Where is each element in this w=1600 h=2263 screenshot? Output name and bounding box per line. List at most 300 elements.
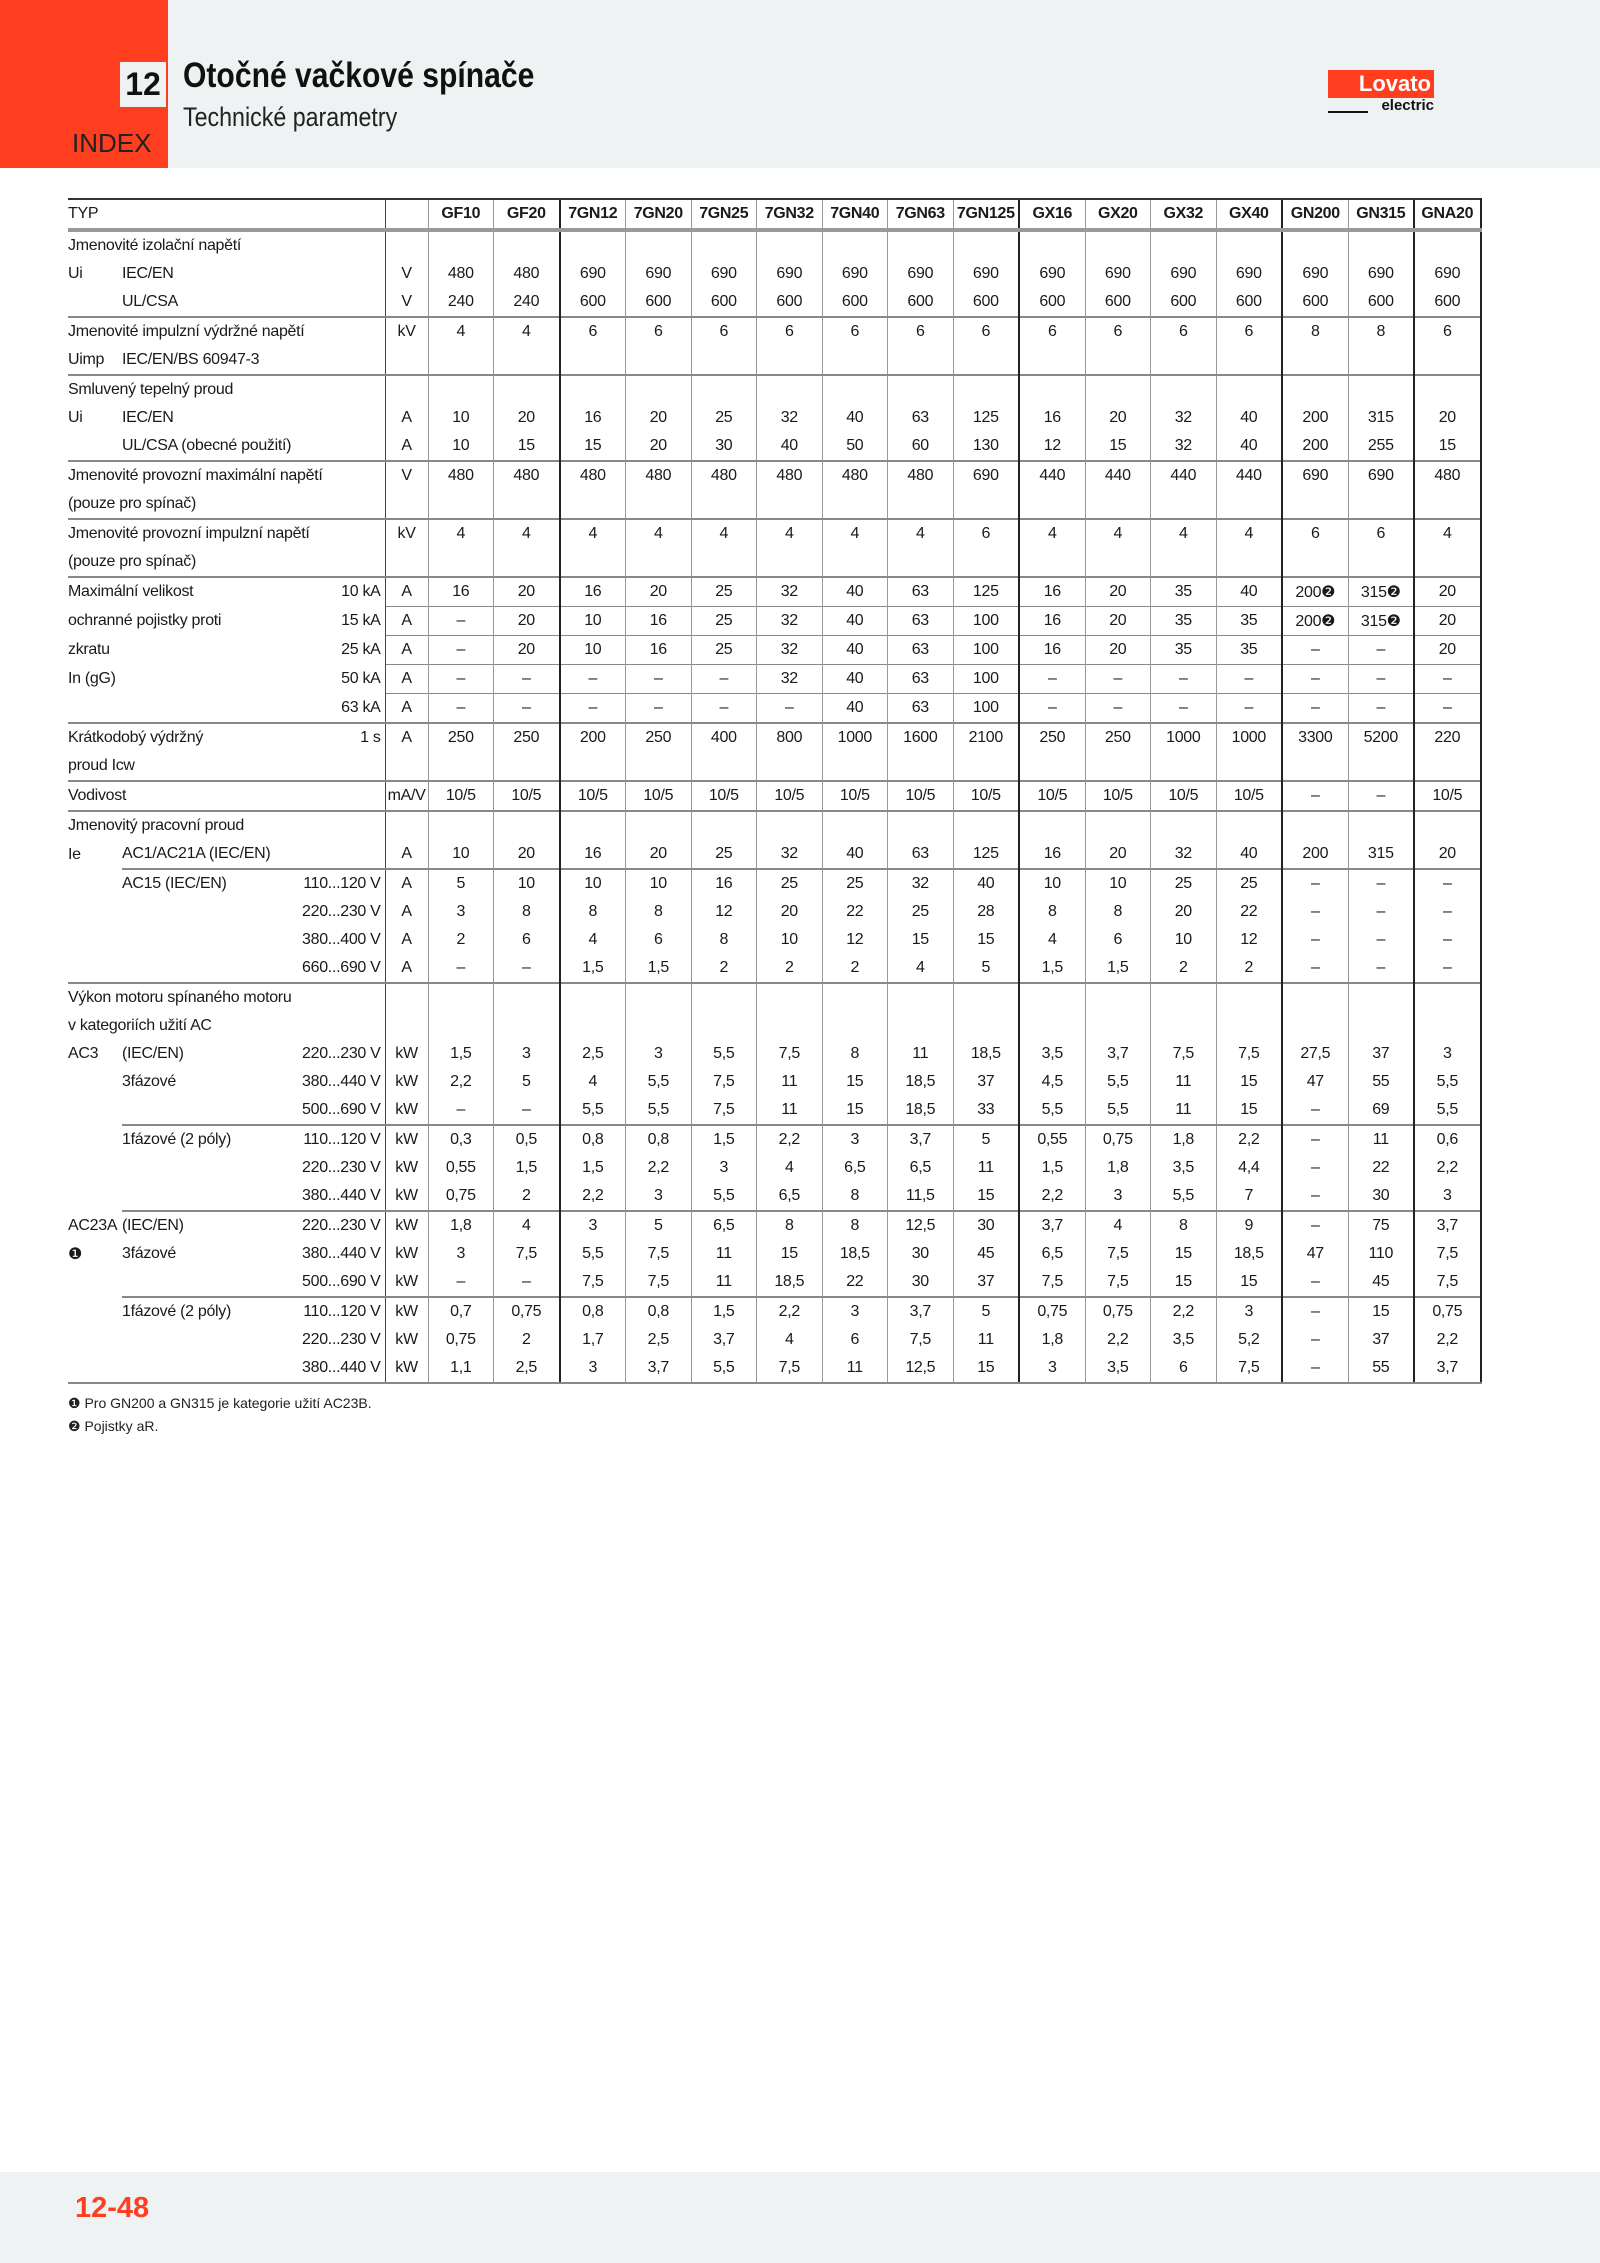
row-value: 20 bbox=[494, 636, 560, 665]
row-value: 10 bbox=[428, 840, 494, 869]
row-value: 315 bbox=[1348, 404, 1414, 432]
row-value: 1000 bbox=[822, 723, 888, 752]
row-value bbox=[757, 375, 823, 404]
row-sublabel: IEC/EN/BS 60947-3 bbox=[122, 351, 260, 368]
row-value: 7,5 bbox=[1151, 1040, 1217, 1068]
row-sublabel: AC15 (IEC/EN) bbox=[122, 869, 302, 898]
row-value: 4 bbox=[494, 1211, 560, 1240]
row-value: – bbox=[1282, 1268, 1348, 1297]
row-unit: kW bbox=[385, 1182, 428, 1211]
row-value: 1,1 bbox=[428, 1354, 494, 1383]
row-value: – bbox=[494, 954, 560, 983]
row-value: 10/5 bbox=[560, 781, 626, 811]
row-sublabel: 3fázové bbox=[122, 1245, 176, 1262]
row-value: 15 bbox=[953, 1182, 1019, 1211]
row-value bbox=[691, 1012, 757, 1040]
row-value: 7,5 bbox=[1216, 1040, 1282, 1068]
row-value: 32 bbox=[888, 869, 954, 898]
row-value: – bbox=[1282, 1125, 1348, 1154]
row-value: 40 bbox=[953, 869, 1019, 898]
column-header-gn200: GN200 bbox=[1282, 199, 1348, 230]
row-value: 7,5 bbox=[560, 1268, 626, 1297]
row-value bbox=[1282, 490, 1348, 519]
row-value: – bbox=[428, 954, 494, 983]
row-unit: A bbox=[385, 432, 428, 461]
row-value: 7 bbox=[1216, 1182, 1282, 1211]
row-value: 3 bbox=[1019, 1354, 1085, 1383]
row-value: 0,8 bbox=[560, 1125, 626, 1154]
row-range: 660...690 V bbox=[302, 959, 381, 976]
table-row bbox=[68, 1040, 1481, 1068]
row-value: – bbox=[1216, 694, 1282, 724]
row-symbol: Uimp bbox=[68, 351, 105, 368]
row-value bbox=[1216, 548, 1282, 577]
row-value: 2,5 bbox=[560, 1040, 626, 1068]
row-value: 3,7 bbox=[1414, 1211, 1481, 1240]
table-row bbox=[68, 723, 1481, 752]
row-value bbox=[428, 375, 494, 404]
row-value bbox=[626, 375, 692, 404]
row-unit: kW bbox=[385, 1154, 428, 1182]
row-value: 32 bbox=[757, 636, 823, 665]
row-value: 15 bbox=[1216, 1068, 1282, 1096]
row-value: 1000 bbox=[1216, 723, 1282, 752]
row-value: 3,7 bbox=[888, 1297, 954, 1326]
row-value bbox=[1348, 375, 1414, 404]
row-value: 6 bbox=[822, 317, 888, 346]
row-value: 10/5 bbox=[1019, 781, 1085, 811]
row-value: 6 bbox=[1085, 317, 1151, 346]
row-unit: kW bbox=[385, 1211, 428, 1240]
row-value bbox=[1348, 983, 1414, 1012]
row-value: 600 bbox=[626, 288, 692, 317]
row-value: 600 bbox=[560, 288, 626, 317]
row-value bbox=[822, 548, 888, 577]
row-value: – bbox=[1085, 665, 1151, 694]
row-sublabel: 3fázové bbox=[122, 1073, 176, 1090]
row-label: v kategoriích užití AC bbox=[68, 1017, 212, 1034]
row-value: 20 bbox=[626, 432, 692, 461]
row-label: Jmenovité impulzní výdržné napětí bbox=[68, 317, 385, 346]
row-value: 4 bbox=[560, 519, 626, 548]
row-value: 440 bbox=[1019, 461, 1085, 490]
row-value bbox=[953, 490, 1019, 519]
row-value: – bbox=[1282, 926, 1348, 954]
row-value: 28 bbox=[953, 898, 1019, 926]
row-range: 380...440 V bbox=[302, 1245, 381, 1262]
row-value: 18,5 bbox=[888, 1096, 954, 1125]
table-row bbox=[68, 1182, 1481, 1211]
row-value bbox=[1151, 375, 1217, 404]
row-value: 10 bbox=[757, 926, 823, 954]
row-value: – bbox=[428, 607, 494, 636]
row-value: 16 bbox=[1019, 577, 1085, 607]
row-value bbox=[691, 548, 757, 577]
column-header-7gn32: 7GN32 bbox=[757, 199, 823, 230]
column-header-gf10: GF10 bbox=[428, 199, 494, 230]
row-value: 15 bbox=[757, 1240, 823, 1268]
column-header-gx32: GX32 bbox=[1151, 199, 1217, 230]
row-value: 7,5 bbox=[1019, 1268, 1085, 1297]
row-value: 440 bbox=[1085, 461, 1151, 490]
row-value: 15 bbox=[953, 1354, 1019, 1383]
row-label: zkratu bbox=[68, 641, 110, 658]
row-value: 11 bbox=[691, 1268, 757, 1297]
row-value: 200 bbox=[560, 723, 626, 752]
row-unit bbox=[385, 1012, 428, 1040]
row-value: 100 bbox=[953, 694, 1019, 724]
row-value: 8 bbox=[822, 1182, 888, 1211]
table-row bbox=[68, 1354, 1481, 1383]
row-value: 480 bbox=[691, 461, 757, 490]
row-value: 5 bbox=[626, 1211, 692, 1240]
row-value: 16 bbox=[560, 404, 626, 432]
table-row bbox=[68, 898, 1481, 926]
row-label: Výkon motoru spínaného motoru bbox=[68, 983, 385, 1012]
row-unit: A bbox=[385, 636, 428, 665]
row-value: 6,5 bbox=[757, 1182, 823, 1211]
row-unit: V bbox=[385, 288, 428, 317]
row-value: 3,7 bbox=[691, 1326, 757, 1354]
row-value: 37 bbox=[953, 1068, 1019, 1096]
row-value: 1,5 bbox=[626, 954, 692, 983]
row-value bbox=[822, 375, 888, 404]
row-value: 1000 bbox=[1151, 723, 1217, 752]
row-value: 690 bbox=[757, 260, 823, 288]
row-value: 3 bbox=[1216, 1297, 1282, 1326]
row-value: 32 bbox=[1151, 840, 1217, 869]
row-value: 8 bbox=[1282, 317, 1348, 346]
row-value: 16 bbox=[1019, 404, 1085, 432]
row-value: 600 bbox=[888, 288, 954, 317]
unit-header bbox=[385, 199, 428, 230]
row-value: 7,5 bbox=[626, 1268, 692, 1297]
row-symbol: AC23A bbox=[68, 1216, 118, 1234]
row-value: – bbox=[494, 1096, 560, 1125]
row-sublabel: (IEC/EN) bbox=[122, 1045, 184, 1062]
table-row bbox=[68, 926, 1481, 954]
row-value: 100 bbox=[953, 636, 1019, 665]
row-value: 130 bbox=[953, 432, 1019, 461]
row-range: 1 s bbox=[302, 723, 385, 752]
row-value: 600 bbox=[1348, 288, 1414, 317]
row-value bbox=[1085, 230, 1151, 260]
row-value: 25 bbox=[1216, 869, 1282, 898]
row-value: 1,8 bbox=[1085, 1154, 1151, 1182]
column-header-7gn63: 7GN63 bbox=[888, 199, 954, 230]
row-value: 5200 bbox=[1348, 723, 1414, 752]
row-value: – bbox=[1151, 694, 1217, 724]
row-value: 0,75 bbox=[428, 1182, 494, 1211]
row-unit bbox=[385, 811, 428, 840]
row-value: 4,5 bbox=[1019, 1068, 1085, 1096]
row-value bbox=[888, 811, 954, 840]
row-value bbox=[757, 490, 823, 519]
row-value: 40 bbox=[822, 840, 888, 869]
row-value bbox=[626, 983, 692, 1012]
row-value: 37 bbox=[1348, 1326, 1414, 1354]
row-value bbox=[953, 1012, 1019, 1040]
row-value: – bbox=[1348, 869, 1414, 898]
row-value: – bbox=[1282, 1211, 1348, 1240]
row-value: 6,5 bbox=[888, 1154, 954, 1182]
row-value: – bbox=[428, 636, 494, 665]
row-value: 8 bbox=[494, 898, 560, 926]
row-value: 0,75 bbox=[1019, 1297, 1085, 1326]
row-unit bbox=[385, 490, 428, 519]
row-value: 8 bbox=[1348, 317, 1414, 346]
row-value: 3,5 bbox=[1019, 1040, 1085, 1068]
row-value: 315❷ bbox=[1348, 577, 1414, 607]
row-value: 20 bbox=[1085, 607, 1151, 636]
row-value bbox=[953, 375, 1019, 404]
row-value: 5 bbox=[953, 1125, 1019, 1154]
row-value: 0,75 bbox=[428, 1326, 494, 1354]
row-value bbox=[1085, 811, 1151, 840]
row-value: 25 bbox=[691, 840, 757, 869]
row-value: 16 bbox=[1019, 840, 1085, 869]
row-value: 600 bbox=[822, 288, 888, 317]
row-value: 11 bbox=[1348, 1125, 1414, 1154]
row-value bbox=[428, 752, 494, 781]
row-value: 1,5 bbox=[1085, 954, 1151, 983]
row-value: 2 bbox=[1151, 954, 1217, 983]
row-value bbox=[1019, 490, 1085, 519]
row-value: 6,5 bbox=[822, 1154, 888, 1182]
row-value: 3,5 bbox=[1085, 1354, 1151, 1383]
row-value: 15 bbox=[822, 1096, 888, 1125]
row-value bbox=[626, 752, 692, 781]
row-value: 35 bbox=[1151, 636, 1217, 665]
row-value: 10 bbox=[626, 869, 692, 898]
row-value: 3,7 bbox=[1085, 1040, 1151, 1068]
table-row bbox=[68, 1154, 1481, 1182]
row-value bbox=[691, 752, 757, 781]
row-value: 20 bbox=[1414, 404, 1481, 432]
row-value bbox=[691, 811, 757, 840]
row-range: 220...230 V bbox=[302, 1159, 381, 1176]
row-value: 250 bbox=[1085, 723, 1151, 752]
row-value: 4 bbox=[1019, 519, 1085, 548]
table-row bbox=[68, 404, 1481, 432]
row-value: 12,5 bbox=[888, 1211, 954, 1240]
row-label: (pouze pro spínač) bbox=[68, 495, 197, 512]
row-value: – bbox=[1348, 926, 1414, 954]
row-value: 20 bbox=[626, 840, 692, 869]
row-symbol bbox=[68, 1182, 122, 1211]
row-value: 40 bbox=[822, 636, 888, 665]
page-subtitle: Technické parametry bbox=[183, 102, 398, 132]
row-value bbox=[1151, 490, 1217, 519]
row-value bbox=[691, 983, 757, 1012]
content-area bbox=[68, 198, 1482, 1438]
row-value bbox=[428, 346, 494, 375]
row-value: 20 bbox=[494, 840, 560, 869]
row-label: Vodivost bbox=[68, 781, 385, 811]
row-value: 690 bbox=[626, 260, 692, 288]
row-value: – bbox=[428, 1096, 494, 1125]
row-value: 11 bbox=[1151, 1068, 1217, 1096]
row-value: 25 bbox=[691, 404, 757, 432]
table-row bbox=[68, 1096, 1481, 1125]
row-value: 4 bbox=[691, 519, 757, 548]
row-value: 5,5 bbox=[1085, 1068, 1151, 1096]
row-value: 690 bbox=[1216, 260, 1282, 288]
row-value: 5 bbox=[953, 1297, 1019, 1326]
row-value: 480 bbox=[494, 461, 560, 490]
row-value: – bbox=[1216, 665, 1282, 694]
row-unit: kW bbox=[385, 1268, 428, 1297]
row-value: 10/5 bbox=[626, 781, 692, 811]
row-value: 400 bbox=[691, 723, 757, 752]
row-value: 3,7 bbox=[1414, 1354, 1481, 1383]
row-value: 10 bbox=[560, 869, 626, 898]
row-value: 20 bbox=[494, 577, 560, 607]
table-row bbox=[68, 519, 1481, 548]
row-value: 1,8 bbox=[428, 1211, 494, 1240]
row-value: 10/5 bbox=[1414, 781, 1481, 811]
row-value: 3 bbox=[822, 1125, 888, 1154]
row-value: 10 bbox=[560, 607, 626, 636]
row-value: 8 bbox=[1151, 1211, 1217, 1240]
row-symbol: Ui bbox=[68, 409, 83, 426]
row-value bbox=[428, 811, 494, 840]
logo-wordmark: Lovato bbox=[1328, 70, 1434, 98]
row-value: – bbox=[626, 694, 692, 724]
row-label: Jmenovité izolační napětí bbox=[68, 230, 385, 260]
row-symbol bbox=[68, 1154, 122, 1182]
row-unit bbox=[385, 230, 428, 260]
row-value: 2 bbox=[1216, 954, 1282, 983]
row-value bbox=[428, 1012, 494, 1040]
row-value: 600 bbox=[1216, 288, 1282, 317]
row-value: 480 bbox=[494, 260, 560, 288]
row-value: 4 bbox=[1085, 519, 1151, 548]
table-row bbox=[68, 694, 1481, 724]
row-value: 3 bbox=[691, 1154, 757, 1182]
row-value: 63 bbox=[888, 607, 954, 636]
row-unit: kW bbox=[385, 1297, 428, 1326]
row-value: 1,5 bbox=[1019, 1154, 1085, 1182]
table-row bbox=[68, 1268, 1481, 1297]
row-value bbox=[1151, 752, 1217, 781]
row-value: – bbox=[1282, 1297, 1348, 1326]
row-value bbox=[1151, 811, 1217, 840]
row-range bbox=[302, 288, 385, 317]
row-value bbox=[888, 490, 954, 519]
row-value: 8 bbox=[560, 898, 626, 926]
row-value: 20 bbox=[626, 404, 692, 432]
row-value: 8 bbox=[822, 1211, 888, 1240]
row-value: 9 bbox=[1216, 1211, 1282, 1240]
row-value bbox=[494, 1012, 560, 1040]
row-value: 7,5 bbox=[1414, 1268, 1481, 1297]
row-value: – bbox=[1282, 1354, 1348, 1383]
row-value bbox=[626, 490, 692, 519]
row-value bbox=[1282, 375, 1348, 404]
index-link[interactable]: INDEX bbox=[72, 128, 152, 158]
column-header-gx16: GX16 bbox=[1019, 199, 1085, 230]
row-value: 8 bbox=[691, 926, 757, 954]
row-unit bbox=[385, 346, 428, 375]
row-value bbox=[1085, 375, 1151, 404]
row-unit: A bbox=[385, 694, 428, 724]
row-value bbox=[757, 811, 823, 840]
table-row bbox=[68, 1326, 1481, 1354]
row-value: 18,5 bbox=[953, 1040, 1019, 1068]
row-value: – bbox=[1282, 954, 1348, 983]
row-value: 6 bbox=[953, 317, 1019, 346]
row-value: 8 bbox=[1085, 898, 1151, 926]
row-value: 4 bbox=[1085, 1211, 1151, 1240]
row-value: 690 bbox=[1282, 260, 1348, 288]
row-value: 0,8 bbox=[626, 1125, 692, 1154]
row-value: 3 bbox=[626, 1182, 692, 1211]
row-value: 1,5 bbox=[691, 1297, 757, 1326]
row-sublabel bbox=[122, 1154, 302, 1182]
row-value bbox=[1348, 490, 1414, 519]
row-value: 7,5 bbox=[1085, 1268, 1151, 1297]
row-value: 18,5 bbox=[1216, 1240, 1282, 1268]
table-row bbox=[68, 636, 1481, 665]
row-value: 35 bbox=[1151, 577, 1217, 607]
row-value: 10/5 bbox=[1085, 781, 1151, 811]
table-row bbox=[68, 781, 1481, 811]
row-value bbox=[1414, 490, 1481, 519]
row-value: – bbox=[1282, 781, 1348, 811]
row-value bbox=[1348, 548, 1414, 577]
row-value bbox=[1414, 230, 1481, 260]
row-unit: kW bbox=[385, 1326, 428, 1354]
row-value: 4 bbox=[1019, 926, 1085, 954]
row-value bbox=[1348, 752, 1414, 781]
row-value: 12 bbox=[691, 898, 757, 926]
row-label: (pouze pro spínač) bbox=[68, 553, 197, 570]
row-value: 600 bbox=[1151, 288, 1217, 317]
row-value: 1600 bbox=[888, 723, 954, 752]
row-value: 0,5 bbox=[494, 1125, 560, 1154]
row-value: 40 bbox=[1216, 577, 1282, 607]
row-value: – bbox=[1085, 694, 1151, 724]
row-value: 600 bbox=[1019, 288, 1085, 317]
row-value: 11 bbox=[888, 1040, 954, 1068]
logo-subtext: electric bbox=[1328, 98, 1434, 114]
row-value bbox=[494, 230, 560, 260]
row-value: 6,5 bbox=[1019, 1240, 1085, 1268]
table-row bbox=[68, 548, 1481, 577]
row-value: – bbox=[1282, 869, 1348, 898]
row-value: 16 bbox=[560, 577, 626, 607]
row-value: – bbox=[494, 1268, 560, 1297]
row-value: 600 bbox=[1282, 288, 1348, 317]
row-value: – bbox=[691, 665, 757, 694]
row-unit: A bbox=[385, 577, 428, 607]
row-value: 690 bbox=[1348, 260, 1414, 288]
row-value: 10 bbox=[1085, 869, 1151, 898]
row-range: 500...690 V bbox=[302, 1273, 381, 1290]
row-unit bbox=[385, 983, 428, 1012]
row-value: 11 bbox=[757, 1068, 823, 1096]
row-value: 690 bbox=[560, 260, 626, 288]
row-value bbox=[757, 548, 823, 577]
row-value bbox=[1216, 983, 1282, 1012]
row-value: 4 bbox=[822, 519, 888, 548]
row-value: 690 bbox=[953, 260, 1019, 288]
technical-parameters-table bbox=[68, 198, 1482, 1384]
row-value: 18,5 bbox=[888, 1068, 954, 1096]
row-value: 480 bbox=[888, 461, 954, 490]
row-value: 40 bbox=[822, 404, 888, 432]
